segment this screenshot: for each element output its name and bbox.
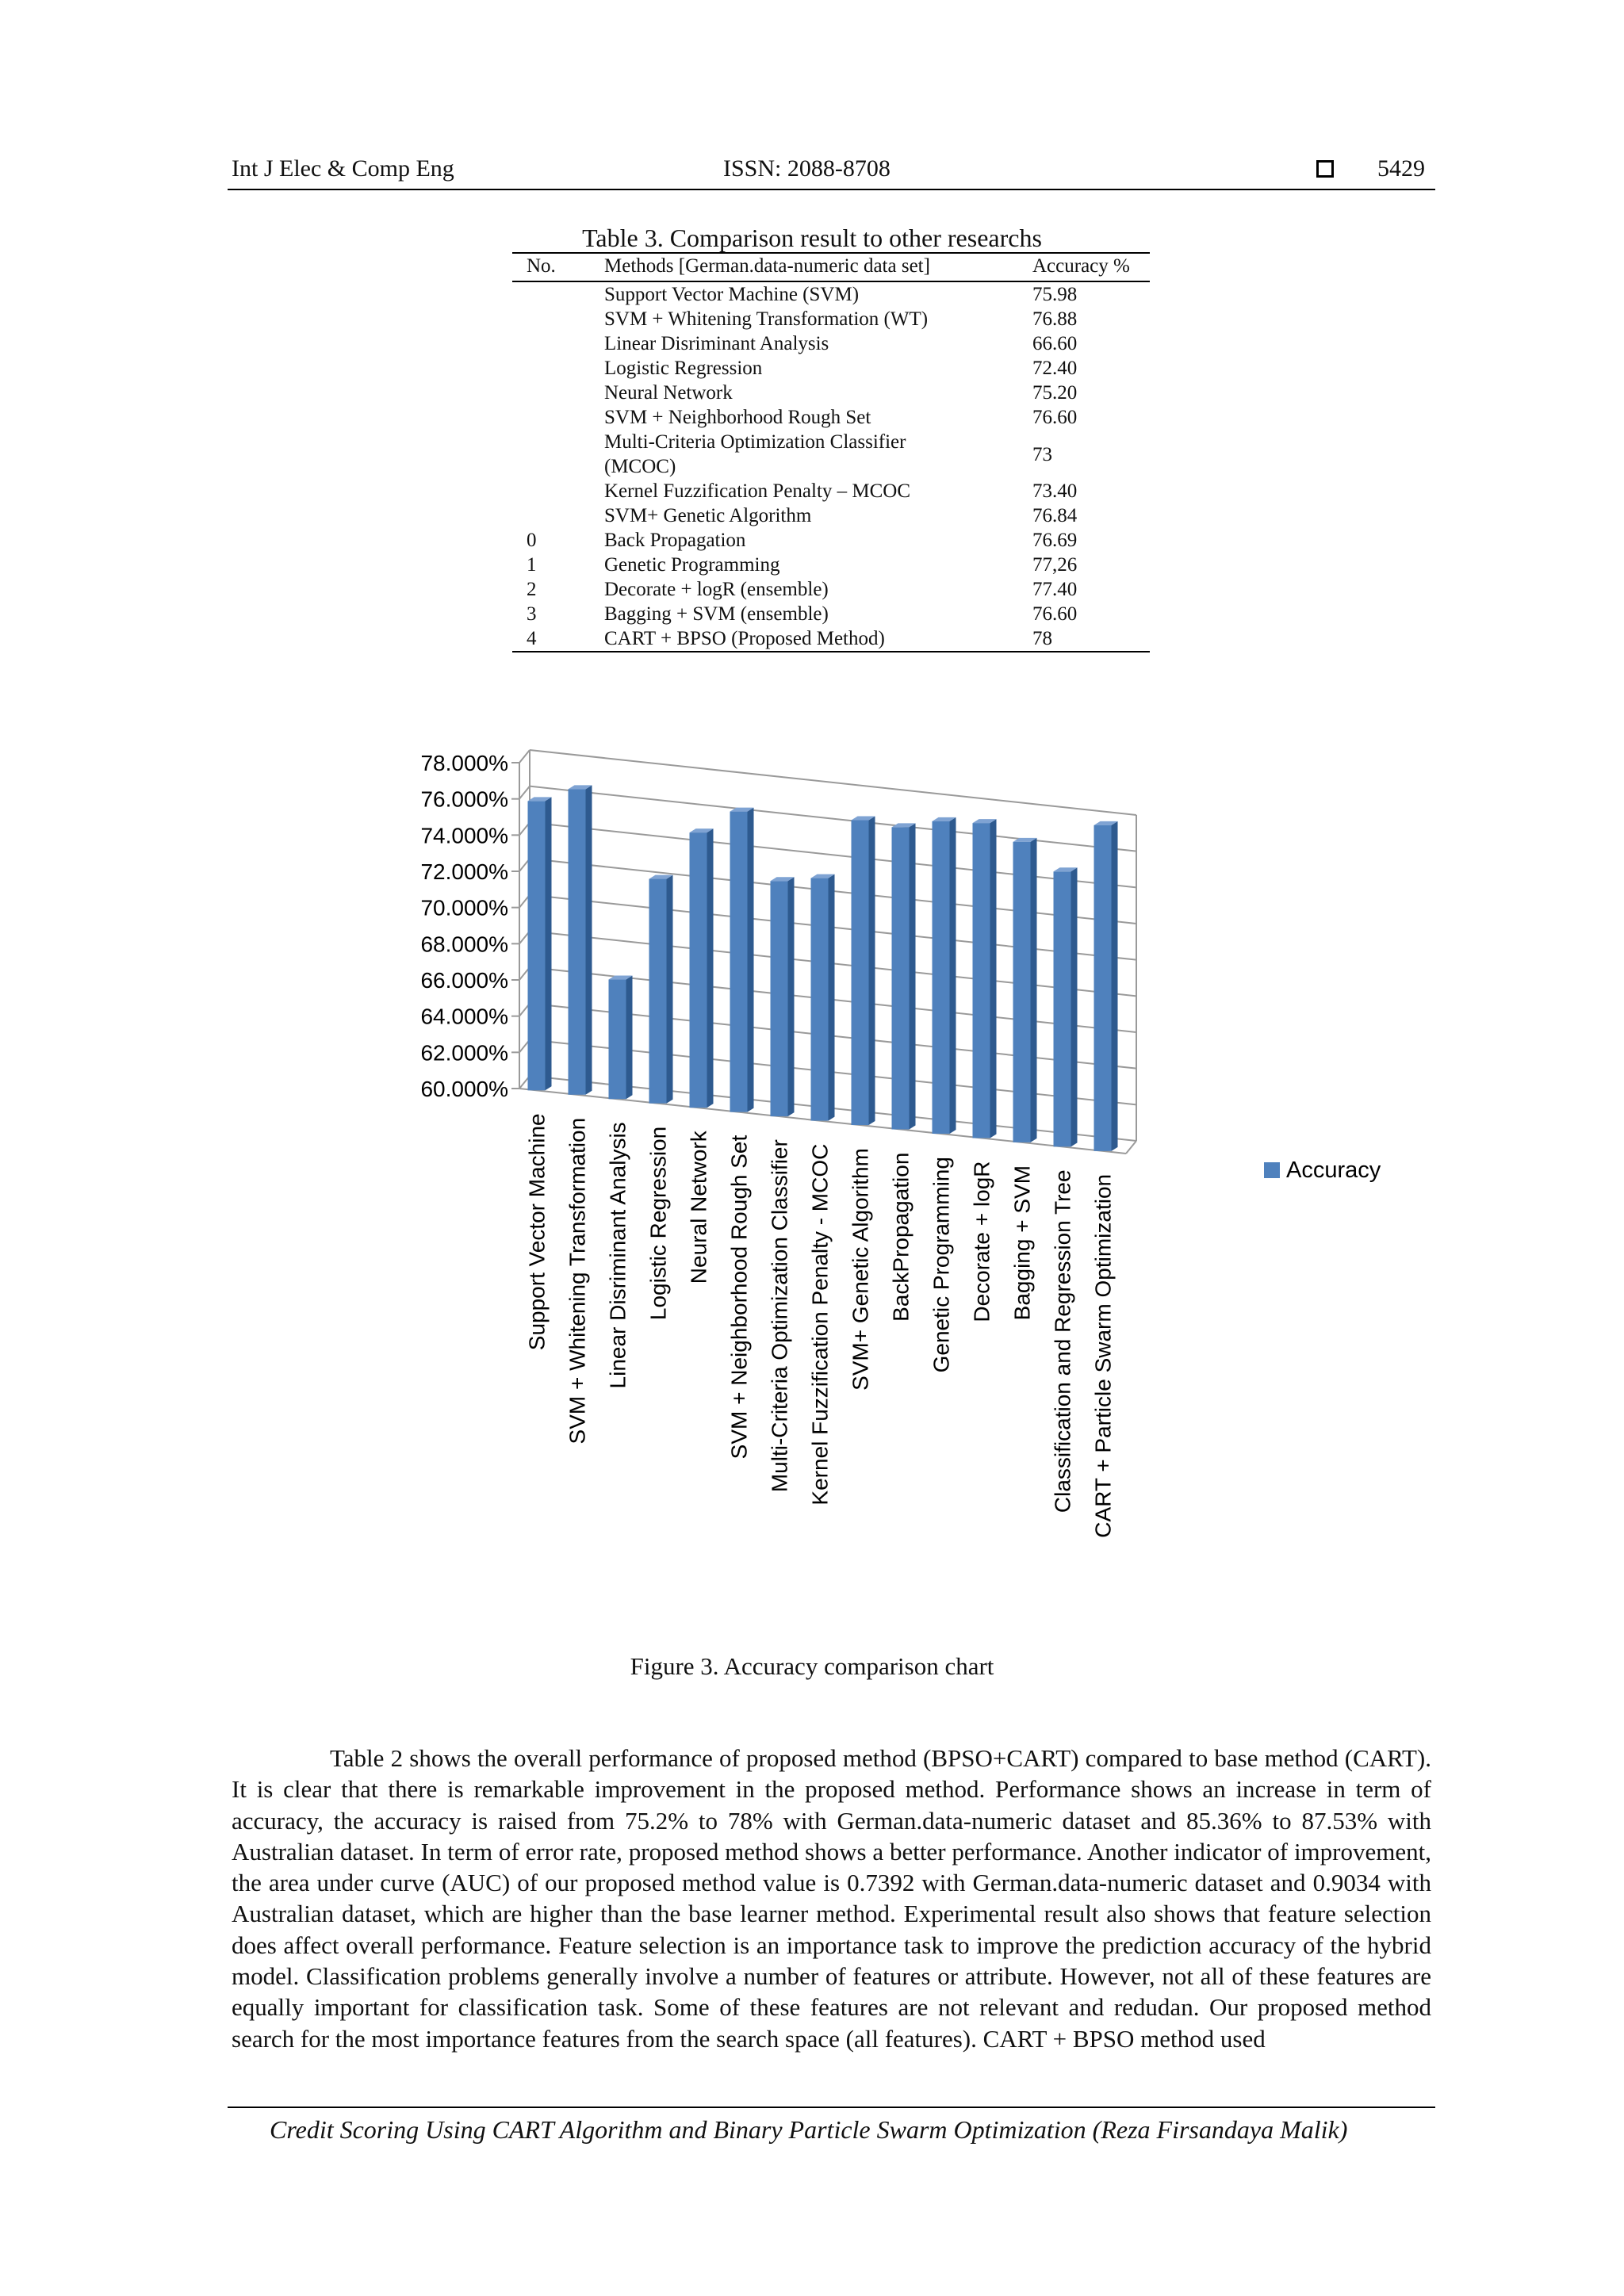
bar-side (829, 874, 835, 1121)
bar-side (1112, 821, 1118, 1151)
cell-accuracy: 76.60 (1032, 407, 1078, 428)
bar-front (811, 878, 829, 1121)
journal-name: Int J Elec & Comp Eng (232, 155, 454, 182)
cell-no: 1 (527, 554, 537, 576)
bar-side (869, 817, 875, 1126)
bar (569, 785, 592, 1094)
cell-accuracy: 66.60 (1032, 333, 1078, 354)
x-tick-labels (525, 1113, 1116, 1537)
bar-side (1071, 867, 1078, 1146)
gridline-connector (519, 750, 530, 763)
x-tick-label: Support Vector Machine (524, 1113, 550, 1351)
x-tick-label: Classification and Regression Tree (1050, 1169, 1075, 1513)
cell-no: 2 (527, 579, 537, 600)
bar-side (910, 823, 916, 1129)
bar (933, 817, 956, 1134)
x-tick-label: SVM + Whitening Transformation (565, 1117, 590, 1445)
cell-accuracy: 73.40 (1032, 480, 1078, 502)
bar (811, 874, 835, 1121)
bar (852, 817, 875, 1126)
bar-front (1094, 825, 1112, 1151)
y-tick-label: 66.000% (420, 968, 508, 993)
cell-method: Support Vector Machine (SVM) (604, 284, 860, 305)
cell-method: Kernel Fuzzification Penalty – MCOC (604, 480, 911, 502)
cell-method: Decorate + logR (ensemble) (604, 579, 829, 600)
bar-front (771, 881, 788, 1116)
x-tick-label: Neural Network (686, 1131, 711, 1284)
y-tick-label: 68.000% (420, 932, 508, 957)
x-tick-label: SVM + Neighborhood Rough Set (726, 1135, 752, 1460)
bar-side (546, 797, 552, 1090)
bar (730, 808, 754, 1112)
gridline (530, 786, 1136, 851)
cell-method: Linear Disriminant Analysis (604, 333, 829, 354)
y-tick-label: 78.000% (420, 751, 508, 775)
x-tick-label: CART + Particle Swarm Optimization (1090, 1173, 1116, 1538)
cell-accuracy: 73 (1032, 443, 1052, 465)
bar-front (730, 812, 748, 1112)
bar (1013, 838, 1037, 1142)
x-tick-label: Decorate + logR (969, 1161, 994, 1322)
cell-accuracy: 78 (1032, 626, 1150, 652)
bar (1054, 867, 1078, 1146)
footer-citation: Credit Scoring Using CART Algorithm and Binary Particle Swarm Optimization (Reza Firsandaya Malik) (270, 2115, 1348, 2144)
cell-method-line: Multi-Criteria Optimization Classifier (604, 431, 906, 453)
page-number: 5429 (1377, 155, 1425, 182)
y-tick-label: 76.000% (420, 786, 508, 812)
y-tick-label: 60.000% (420, 1077, 508, 1101)
bar-side (707, 828, 714, 1108)
x-tick-label: SVM+ Genetic Algorithm (848, 1148, 873, 1391)
bar-front (690, 832, 707, 1108)
body-paragraph (232, 1743, 1431, 2054)
bar (771, 877, 795, 1116)
body-paragraph-text: Table 2 shows the overall performance of proposed method (BPSO+CART) compared to base method (CART). It is clear that there is remarkable improvement in the proposed method. Performance shows an increase in term of accuracy, the accuracy is raised from 75.2% to 78% with German.data-numeric dataset and 85.36% to 87.53% with Australian dataset. In term of error rate, proposed method shows a better performance. Another indicator of improvement, the area under curve (AUC) of our proposed method value is 0.7392 with German.data-numeric dataset and 0.9034 with Australian dataset, which are higher than the base learner method. Experimental result also shows that feature selection does affect overall performance. Feature selection is an importance task to improve the prediction accuracy of the hybrid model. Classification problems generally involve a number of features or attribute. However, not all of these features are equally important for classification task. Some of these features are not relevant and redudan. Our proposed method search for the most importance features from the search space (all features). CART + BPSO method used (232, 1744, 1431, 2053)
cell-accuracy: 72.40 (1032, 358, 1078, 379)
x-tick-label: Logistic Regression (645, 1126, 671, 1321)
bar-side (788, 877, 795, 1116)
y-tick-label: 74.000% (420, 823, 508, 848)
cell-accuracy: 76.60 (1032, 603, 1078, 625)
x-tick-label: Genetic Programming (929, 1157, 954, 1373)
issn: ISSN: 2088-8708 (723, 155, 891, 182)
legend-label: Accuracy (1286, 1158, 1381, 1183)
bar-front (1013, 842, 1031, 1142)
bar-front (933, 821, 950, 1134)
floor-right-edge (1126, 1141, 1136, 1154)
bar-side (990, 819, 997, 1138)
cell-method: SVM+ Genetic Algorithm (604, 505, 812, 526)
cell-method: Neural Network (604, 382, 733, 404)
cell-accuracy: 76.69 (1032, 530, 1078, 551)
cell-accuracy: 75.20 (1032, 382, 1078, 404)
cell-no: 4 (512, 626, 604, 652)
legend-swatch (1264, 1162, 1280, 1178)
bar-front (852, 821, 869, 1126)
y-tick-label: 64.000% (420, 1004, 508, 1029)
gridline (530, 750, 1136, 815)
bar-front (569, 789, 586, 1094)
bar-front (609, 980, 626, 1100)
column-header-no: No. (512, 253, 604, 281)
cell-no: 3 (527, 603, 537, 625)
footer-rule (228, 2107, 1435, 2108)
bar-side (1031, 838, 1037, 1142)
y-tick-labels (420, 751, 508, 1101)
y-tick-label: 70.000% (420, 895, 508, 920)
cell-accuracy: 75.98 (1032, 284, 1078, 305)
chart-legend (1264, 1158, 1381, 1183)
bar-front (649, 879, 667, 1104)
cell-accuracy: 76.84 (1032, 505, 1078, 526)
bar (690, 828, 714, 1108)
y-tick-label: 72.000% (420, 859, 508, 884)
bar-front (892, 827, 910, 1129)
cell-accuracy: 76.88 (1032, 308, 1078, 330)
cell-accuracy: 77.40 (1032, 579, 1078, 600)
bar (1094, 821, 1118, 1151)
bar-front (973, 823, 990, 1138)
x-tick-label: Multi-Criteria Optimization Classifier (767, 1139, 792, 1493)
cell-method-line: (MCOC) (604, 456, 676, 477)
column-header-accuracy: Accuracy % (1032, 253, 1150, 281)
bar-side (667, 875, 673, 1104)
y-tick-label: 62.000% (420, 1040, 508, 1066)
bar (609, 976, 633, 1100)
x-tick-label: Linear Disriminant Analysis (605, 1122, 630, 1389)
column-header-methods: Methods [German.data-numeric data set] (604, 253, 1032, 281)
bar (528, 797, 552, 1090)
figure-caption: Figure 3. Accuracy comparison chart (630, 1652, 994, 1680)
x-tick-label: BackPropagation (888, 1152, 914, 1322)
bar (649, 875, 673, 1104)
cell-method: CART + BPSO (Proposed Method) (604, 626, 1032, 652)
cell-method: Back Propagation (604, 530, 746, 551)
bar-side (586, 785, 592, 1094)
chart-bars (528, 785, 1118, 1150)
bar-front (528, 801, 546, 1090)
bar-side (748, 808, 754, 1112)
cell-method: SVM + Neighborhood Rough Set (604, 407, 871, 428)
bar (973, 819, 997, 1138)
bar-front (1054, 871, 1071, 1146)
table-caption: Table 3. Comparison result to other researchs (582, 224, 1042, 252)
cell-method: Logistic Regression (604, 358, 763, 379)
cell-method: Bagging + SVM (ensemble) (604, 603, 829, 625)
cell-method: SVM + Whitening Transformation (WT) (604, 308, 929, 330)
cell-method: Genetic Programming (604, 554, 780, 576)
x-tick-label: Kernel Fuzzification Penalty - MCOC (807, 1143, 833, 1506)
bar (892, 823, 916, 1129)
bar-side (626, 976, 633, 1100)
x-tick-label: Bagging + SVM (1009, 1165, 1035, 1321)
gridline-connector (519, 786, 530, 799)
bar-side (950, 817, 956, 1134)
cell-accuracy: 77,26 (1032, 554, 1078, 576)
cell-no: 0 (527, 530, 537, 551)
